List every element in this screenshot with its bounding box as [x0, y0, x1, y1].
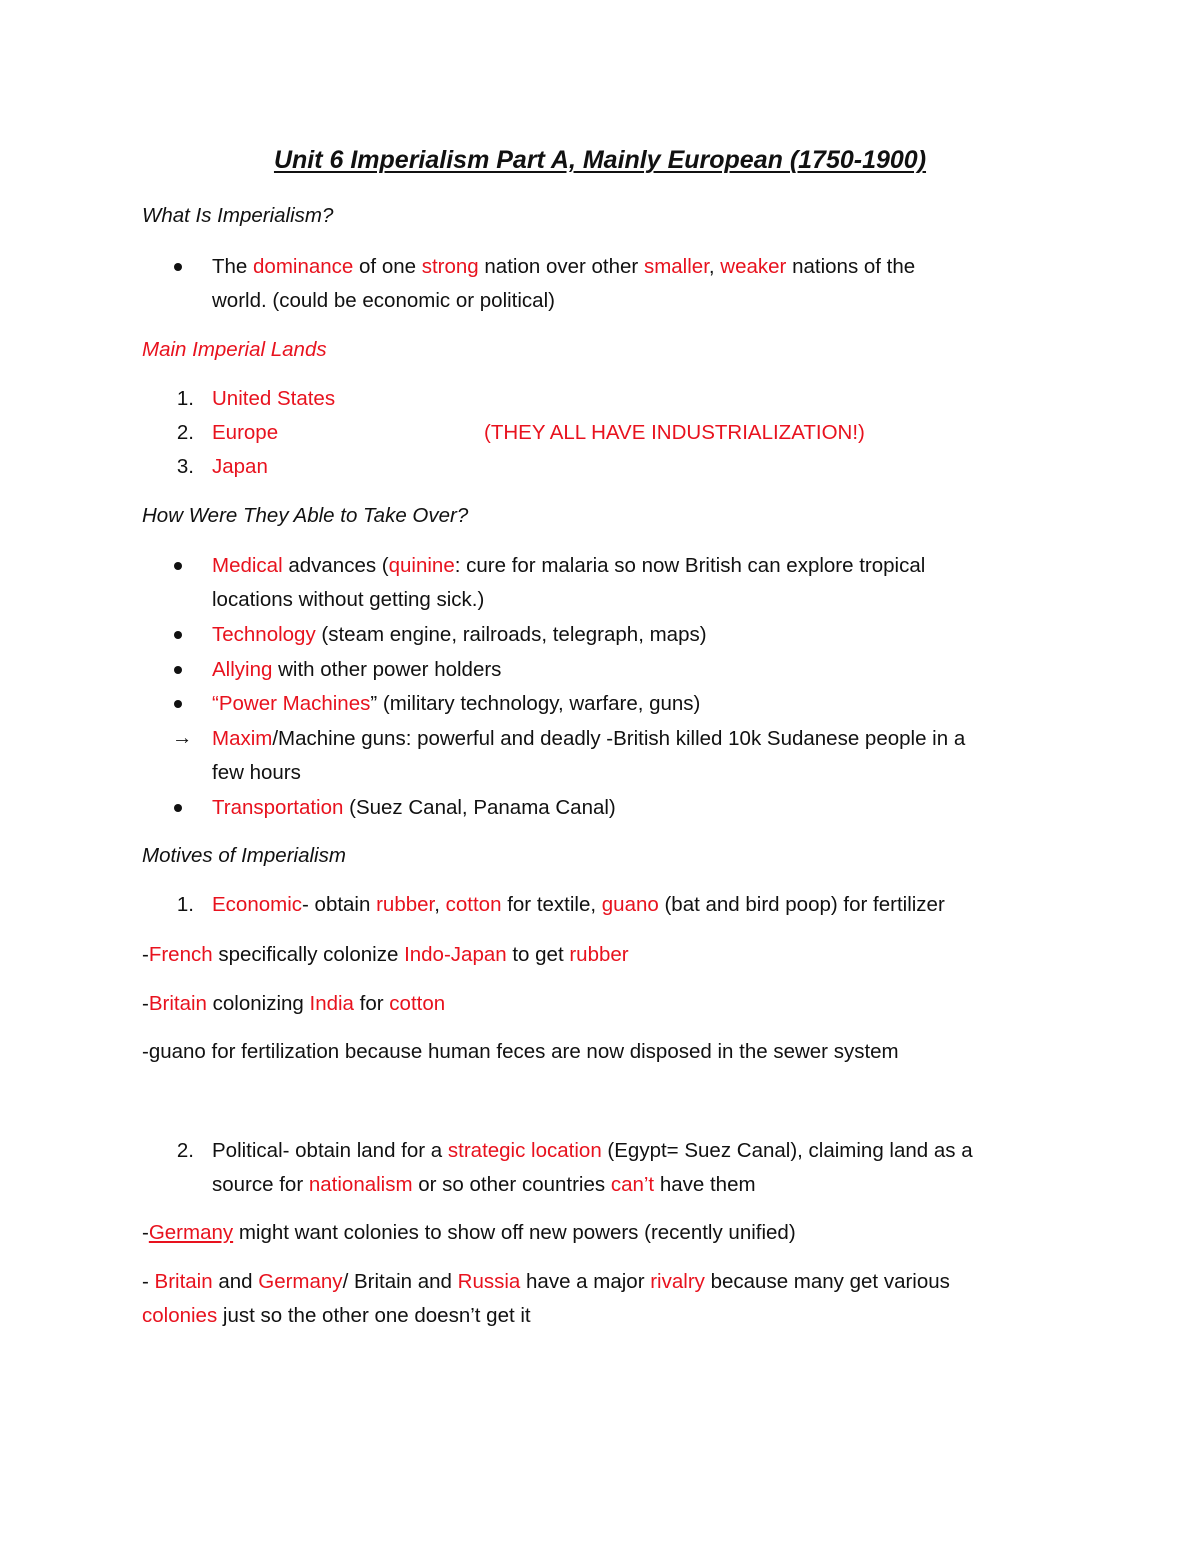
highlighted-term: Economic: [212, 893, 303, 916]
text-segment: world. (could be economic or political): [212, 289, 555, 312]
highlighted-term: Russia: [457, 1270, 521, 1293]
highlighted-term: cotton: [445, 893, 502, 916]
text-segment: ,: [708, 255, 721, 278]
text-segment: -guano for fertilization because human feces are now disposed in the sewer system: [142, 1040, 899, 1063]
text-segment: or so other countries: [412, 1173, 611, 1196]
highlighted-term: rivalry: [650, 1270, 705, 1293]
text-segment: - obtain: [302, 893, 377, 916]
list-item-land: Japan: [212, 455, 268, 478]
highlighted-term: quinine: [388, 554, 455, 577]
how-line: [212, 694, 700, 715]
arrow-right-icon: →: [172, 726, 193, 749]
political-note: [142, 1272, 950, 1293]
how-line: [212, 556, 925, 577]
highlighted-term: India: [309, 992, 354, 1015]
text-segment: -: [142, 1221, 149, 1244]
text-segment: nations of the: [786, 255, 916, 278]
text-segment: to get: [506, 943, 570, 966]
highlighted-term: Medical: [212, 554, 283, 577]
list-number: 2.: [176, 421, 194, 444]
how-line: [212, 798, 616, 819]
highlighted-term: Britain: [154, 1270, 213, 1293]
highlighted-term: Germany: [258, 1270, 343, 1293]
section-heading-main-imperial-lands: Main Imperial Lands: [142, 338, 327, 361]
text-segment: / Britain and: [342, 1270, 458, 1293]
text-segment: for: [353, 992, 390, 1015]
text-segment: -: [142, 1270, 155, 1293]
how-line: [212, 590, 484, 611]
text-segment: just so the other one doesn’t get it: [217, 1304, 531, 1327]
list-number: 1.: [176, 893, 194, 916]
highlighted-term: Allying: [212, 658, 273, 681]
highlighted-term: nationalism: [308, 1173, 413, 1196]
list-number: 3.: [176, 455, 194, 478]
highlighted-term: weaker: [720, 255, 787, 278]
text-segment: -: [142, 992, 149, 1015]
section-heading-motives: Motives of Imperialism: [142, 844, 346, 867]
highlighted-term: Germany: [148, 1221, 234, 1244]
list-number: 1.: [176, 387, 194, 410]
political-motive-line: [212, 1175, 756, 1196]
text-segment: and: [212, 1270, 259, 1293]
list-item-land: United States: [212, 387, 336, 410]
highlighted-term: smaller: [643, 255, 709, 278]
highlighted-term: Britain: [148, 992, 207, 1015]
industrialization-note: (THEY ALL HAVE INDUSTRIALIZATION!): [484, 421, 865, 444]
highlighted-term: rubber: [376, 893, 435, 916]
bullet-icon: [174, 562, 182, 570]
text-segment: few hours: [212, 761, 301, 784]
political-note: [142, 1306, 531, 1327]
bullet-icon: [174, 804, 182, 812]
how-line: [212, 729, 965, 750]
text-segment: with other power holders: [272, 658, 502, 681]
highlighted-term: strong: [421, 255, 479, 278]
text-segment: advances (: [282, 554, 389, 577]
text-segment: ,: [434, 893, 446, 916]
bullet-icon: [174, 700, 182, 708]
how-line: [212, 660, 501, 681]
text-segment: for textile,: [501, 893, 602, 916]
political-note: [142, 1223, 796, 1244]
bullet-icon: [174, 631, 182, 639]
text-segment: Political- obtain land for a: [212, 1139, 448, 1162]
text-segment: (bat and bird poop) for fertilizer: [658, 893, 945, 916]
highlighted-term: dominance: [253, 255, 354, 278]
text-segment: colonizing: [206, 992, 310, 1015]
text-segment: ” (military technology, warfare, guns): [370, 692, 701, 715]
text-segment: source for: [212, 1173, 309, 1196]
highlighted-term: Transportation: [212, 796, 344, 819]
highlighted-term: Maxim: [212, 727, 273, 750]
bullet-icon: [174, 263, 182, 271]
list-number: 2.: [176, 1139, 194, 1162]
how-line: [212, 763, 301, 784]
text-segment: because many get various: [704, 1270, 950, 1293]
highlighted-term: cotton: [389, 992, 446, 1015]
economic-note: [142, 1042, 899, 1063]
bullet-icon: [174, 666, 182, 674]
text-segment: (steam engine, railroads, telegraph, maps): [315, 623, 707, 646]
text-segment: (Suez Canal, Panama Canal): [343, 796, 616, 819]
highlighted-term: “Power Machines: [212, 692, 371, 715]
highlighted-term: rubber: [569, 943, 629, 966]
highlighted-term: Technology: [212, 623, 316, 646]
text-segment: of one: [353, 255, 422, 278]
highlighted-term: strategic location: [447, 1139, 602, 1162]
section-heading-what-is-imperialism: What Is Imperialism?: [142, 204, 334, 227]
text-segment: : cure for malaria so now British can explore tropical: [454, 554, 926, 577]
text-segment: locations without getting sick.): [212, 588, 485, 611]
text-segment: nation over other: [478, 255, 644, 278]
text-segment: have them: [654, 1173, 756, 1196]
highlighted-term: French: [148, 943, 213, 966]
list-item-land: Europe: [212, 421, 279, 444]
definition-line: [212, 291, 555, 312]
highlighted-term: guano: [601, 893, 659, 916]
political-motive-line: [212, 1141, 973, 1162]
economic-note: [142, 994, 445, 1015]
text-segment: might want colonies to show off new powers (recently unified): [233, 1221, 796, 1244]
text-segment: /Machine guns: powerful and deadly -British killed 10k Sudanese people in a: [272, 727, 966, 750]
definition-line: [212, 257, 915, 278]
section-heading-how-take-over: How Were They Able to Take Over?: [142, 504, 469, 527]
economic-motive-line: [212, 895, 945, 916]
highlighted-term: can’t: [610, 1173, 655, 1196]
text-segment: The: [212, 255, 254, 278]
how-line: [212, 625, 707, 646]
text-segment: specifically colonize: [212, 943, 405, 966]
page-title: Unit 6 Imperialism Part A, Mainly European (1750-1900): [273, 146, 927, 174]
highlighted-term: colonies: [142, 1304, 218, 1327]
highlighted-term: Indo-Japan: [404, 943, 507, 966]
text-segment: have a major: [520, 1270, 651, 1293]
text-segment: -: [142, 943, 149, 966]
text-segment: (Egypt= Suez Canal), claiming land as a: [601, 1139, 973, 1162]
economic-note: [142, 945, 629, 966]
